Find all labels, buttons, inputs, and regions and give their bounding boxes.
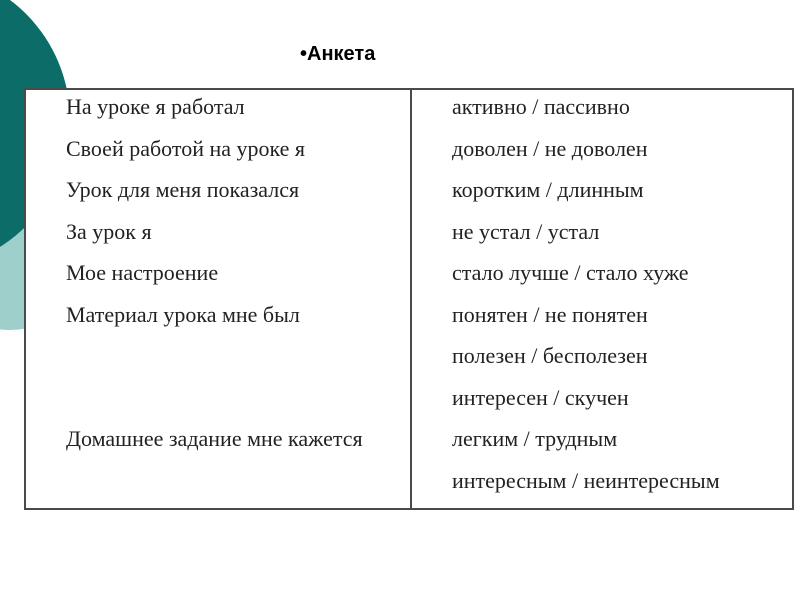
question-cell: Домашнее задание мне кажется xyxy=(66,426,363,451)
question-cell: Материал урока мне был xyxy=(66,301,300,327)
answer-cell: активно / пассивно xyxy=(452,94,630,119)
answer-cell: доволен / не доволен xyxy=(452,135,648,161)
question-cell: На уроке я работал xyxy=(66,94,245,119)
answer-cell: понятен / не понятен xyxy=(452,301,648,327)
answer-cell: интересным / неинтересным xyxy=(452,467,720,493)
question-cell: Урок для меня показался xyxy=(66,177,300,202)
answer-cell: коротким / длинным xyxy=(452,177,644,202)
answer-cell: стало лучше / стало хуже xyxy=(452,260,689,285)
slide-title: •Анкета xyxy=(300,43,376,65)
survey-table xyxy=(24,88,794,510)
table-column-divider xyxy=(410,90,412,508)
answer-cell: не устал / устал xyxy=(452,218,600,244)
question-cell: Своей работой на уроке я xyxy=(66,135,306,161)
question-cell: Мое настроение xyxy=(66,260,219,285)
answer-cell: легким / трудным xyxy=(452,426,618,451)
answer-cell: полезен / бесполезен xyxy=(452,343,648,368)
answer-cell: интересен / скучен xyxy=(452,384,629,410)
question-cell: За урок я xyxy=(66,218,152,244)
